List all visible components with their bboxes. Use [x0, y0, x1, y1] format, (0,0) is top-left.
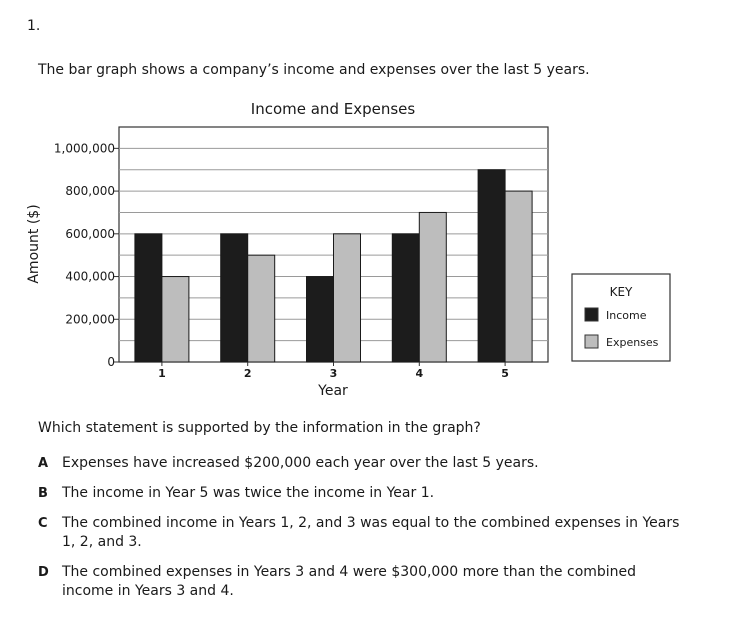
legend-swatch-income [585, 308, 598, 321]
answer-option-a[interactable] [38, 454, 682, 473]
bar-income-year-2 [221, 234, 248, 362]
bar-income-year-4 [392, 234, 419, 362]
x-tick-label: 1 [158, 367, 166, 380]
legend-label-expenses: Expenses [606, 336, 659, 349]
legend [572, 274, 670, 361]
option-text: The combined expenses in Years 3 and 4 were $300,000 more than the combined income in Years 3 and 4. [62, 564, 637, 599]
legend-label-income: Income [606, 309, 647, 322]
x-axis-label: Year [318, 383, 348, 399]
y-tick-label: 0 [107, 355, 115, 369]
bar-expenses-year-4 [419, 212, 446, 362]
option-letter: B [38, 486, 48, 501]
legend-swatch-expenses [585, 335, 598, 348]
bar-expenses-year-3 [334, 234, 361, 362]
y-axis-label: Amount ($) [26, 204, 42, 284]
chart-title: Income and Expenses [250, 100, 416, 118]
question-prompt: Which statement is supported by the information in the graph? [38, 420, 481, 436]
bar-income-year-5 [478, 170, 505, 362]
y-tick-label: 200,000 [65, 312, 115, 327]
option-text: Expenses have increased $200,000 each year over the last 5 years. [62, 455, 539, 471]
y-tick-label: 600,000 [65, 226, 115, 241]
x-tick-label: 2 [243, 367, 252, 380]
bar-expenses-year-2 [248, 255, 275, 362]
question-intro: The bar graph shows a company’s income and expenses over the last 5 years. [38, 62, 590, 78]
x-tick-label: 4 [415, 367, 424, 380]
bar-income-year-1 [135, 234, 162, 362]
option-letter: A [38, 456, 49, 471]
y-tick-label: 800,000 [65, 184, 115, 199]
x-tick-label: 3 [329, 367, 338, 380]
option-letter: C [38, 516, 48, 531]
x-axis-ticks [158, 362, 509, 380]
y-axis-ticks [54, 141, 119, 369]
answer-option-c[interactable] [38, 514, 682, 552]
option-text: The income in Year 5 was twice the income in Year 1. [62, 485, 435, 501]
legend-title: KEY [609, 285, 633, 299]
y-tick-label: 400,000 [65, 269, 115, 284]
x-tick-label: 5 [501, 367, 509, 380]
option-letter: D [38, 565, 49, 580]
option-text: The combined income in Years 1, 2, and 3 was equal to the combined expenses in Years 1, 2, and 3. [62, 515, 680, 550]
bar-expenses-year-5 [505, 191, 532, 362]
bar-expenses-year-1 [162, 277, 189, 362]
answer-option-b[interactable] [38, 484, 682, 503]
y-tick-label: 1,000,000 [53, 141, 115, 156]
bar-income-year-3 [307, 277, 334, 362]
question-number: 1. [27, 18, 41, 34]
answer-option-d[interactable] [38, 563, 682, 601]
